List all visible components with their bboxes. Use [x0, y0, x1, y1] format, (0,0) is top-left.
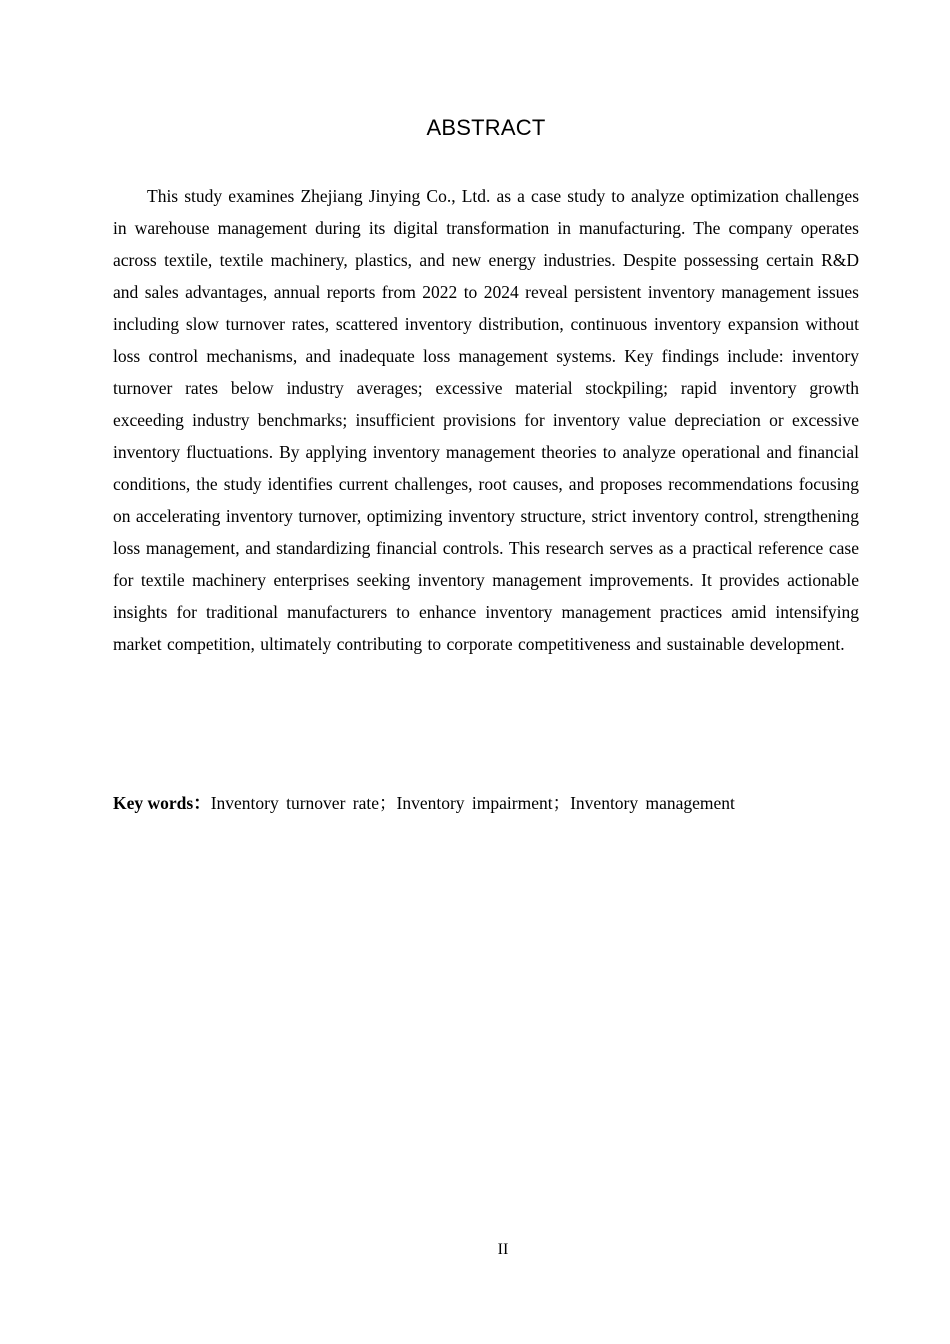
- keyword-separator: ；: [552, 793, 571, 813]
- abstract-heading: ABSTRACT: [426, 115, 546, 140]
- keyword-item: Inventory impairment: [396, 793, 553, 813]
- keyword-separator: ；: [379, 793, 397, 813]
- keywords-line: [113, 787, 873, 819]
- abstract-paragraph: This study examines Zhejiang Jinying Co., Ltd. as a case study to analyze optimization challenges in warehouse management during its digital transformation in manufacturing. The company operates across textile, textile machinery, plastics, and new energy industries. Despite possessing certain R&D and sales advantages, annual reports from 2022 to 2024 reveal persistent inventory management issues including slow turnover rates, scattered inventory distribution, continuous inventory expansion without loss control mechanisms, and inadequate loss management systems. Key findings include: inventory turnover rates below industry averages; excessive material stockpiling; rapid inventory growth exceeding industry benchmarks; insufficient provisions for inventory value depreciation or excessive inventory fluctuations. By applying inventory management theories to analyze operational and financial conditions, the study identifies current challenges, root causes, and proposes recommendations focusing on accelerating inventory turnover, optimizing inventory structure, strict inventory control, strengthening loss management, and standardizing financial controls. This research serves as a practical reference case for textile machinery enterprises seeking inventory management improvements. It provides actionable insights for traditional manufacturers to enhance inventory management practices amid intensifying market competition, ultimately contributing to corporate competitiveness and sustainable development.: [113, 186, 859, 654]
- keyword-item: Inventory management: [570, 793, 735, 813]
- keywords-label: Key words：: [113, 793, 211, 813]
- keyword-item: Inventory turnover rate: [210, 793, 379, 813]
- page-number: II: [497, 1241, 509, 1258]
